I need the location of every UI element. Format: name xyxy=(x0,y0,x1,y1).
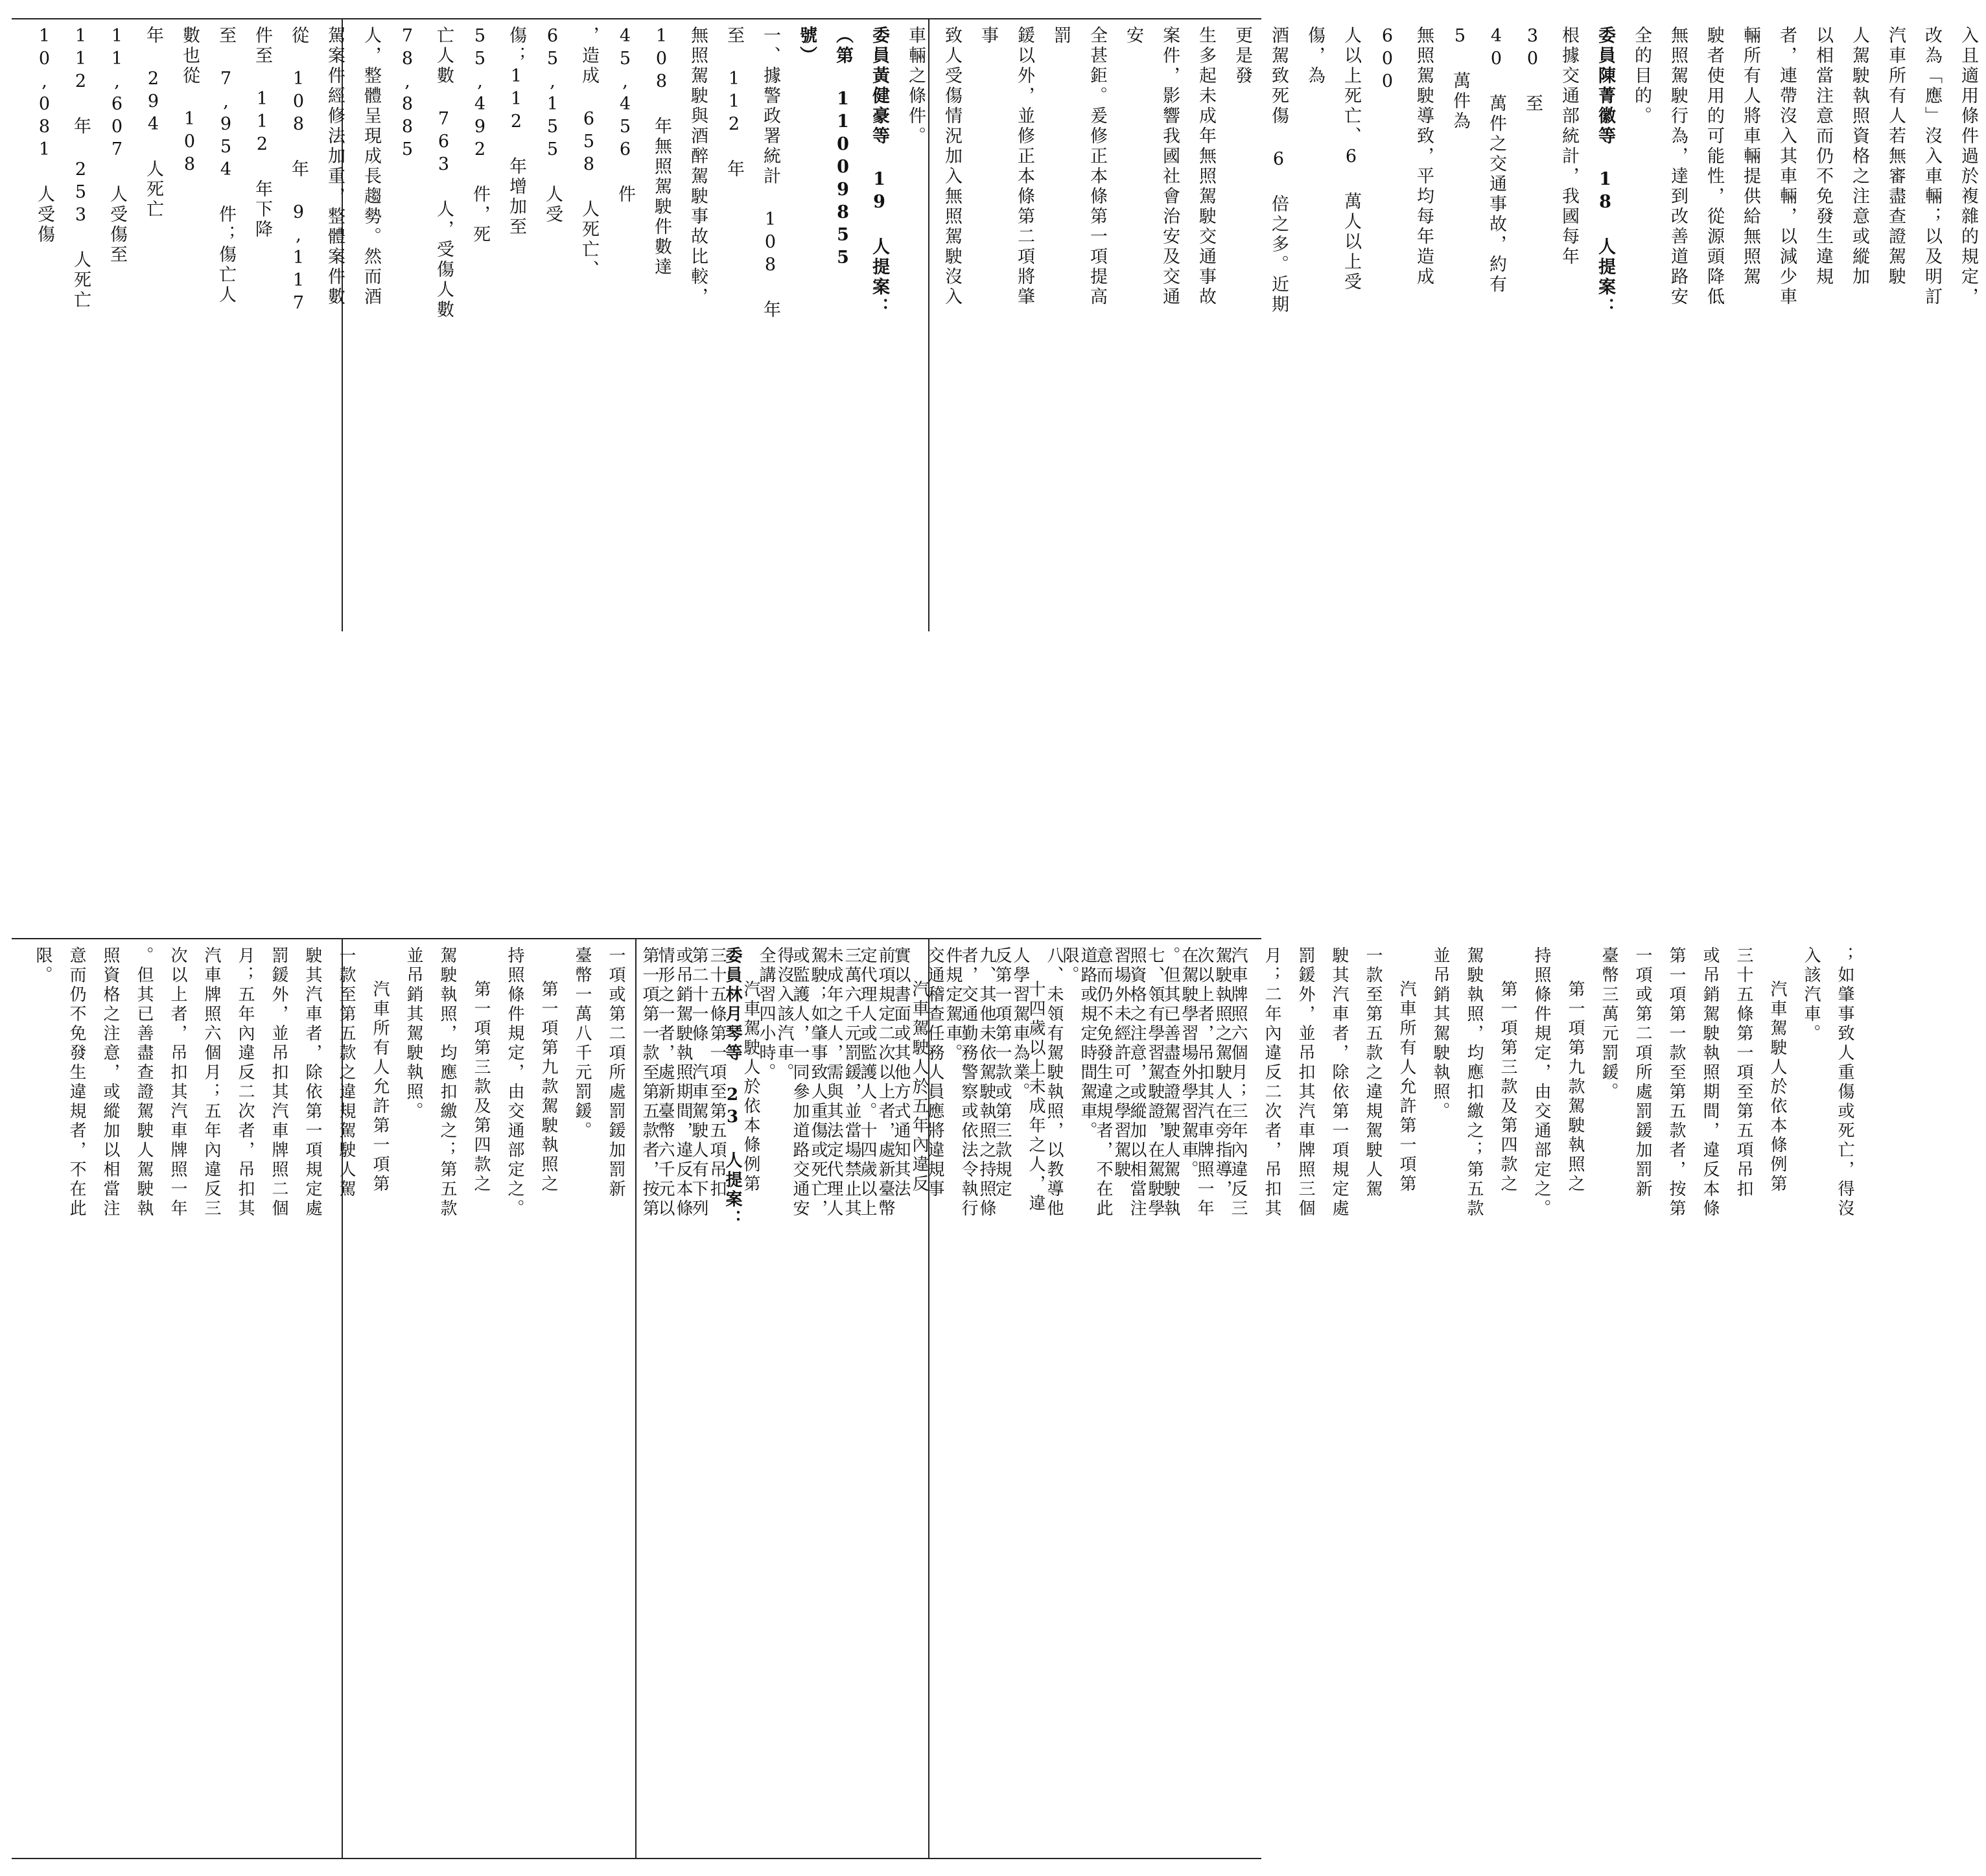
bl-line-11: 第一項第三款及第四款之 xyxy=(1498,980,1517,1194)
proposal-18-line-1: 根據交通部統計，我國每年 30 至 xyxy=(1523,26,1579,267)
br-line-15: 汽車駕駛人於依本條例第 xyxy=(741,980,760,1194)
proposal-23-line-1: 第二十一條 汽車駕駛人有下列 xyxy=(689,946,708,1219)
bottom-right-columns xyxy=(26,946,1239,1851)
br-line-28: 駛其汽車者，除依第一項規定處 xyxy=(303,946,322,1219)
proposal-18-line-9: 鍰以外，並修正本條第二項將肇事 xyxy=(978,26,1034,307)
br-line-34: 照資格之注意，或縱加以相當注 xyxy=(100,946,120,1219)
proposal-19-number: （第 11009855 號） xyxy=(797,26,853,270)
bl-line-16: 駛其汽車者，除依第一項規定處 xyxy=(1329,946,1349,1219)
br-line-11: 前項規定二次以上者，處新臺幣 xyxy=(876,946,895,1219)
proposal-19-line-2: 無照駕駛與酒醉駕駛事故比較， xyxy=(688,26,708,307)
proposal-18-title: 委員陳菁徽等 18 人提案： xyxy=(1595,26,1615,318)
br-line-33: 。但其已善盡查證駕駛人駕駛執 xyxy=(134,946,154,1219)
bottom-rule xyxy=(12,1858,1261,1859)
br-line-4: 習場外未經許可之學習駕駛 xyxy=(1112,946,1131,1180)
br-line-3: 七、領有學習駕駛證，在駕駛學 xyxy=(1145,946,1165,1219)
proposal-18-line-3: 無照駕駛導致，平均每年造成 600 xyxy=(1377,26,1434,287)
br-line-31: 汽車牌照六個月；五年內違反三 xyxy=(202,946,221,1219)
proposal-18-line-2: 40 萬件之交通事故，約有 5 萬件為 xyxy=(1450,26,1506,295)
proposal-19-line-6: 亡人數 763 人，受傷人數 78,885 xyxy=(397,26,454,320)
br-line-13: 駕駛；如肇事致人重傷或死亡， xyxy=(808,946,828,1219)
br-line-2: 在駕駛學習場外學習駕車。 xyxy=(1179,946,1198,1180)
top-col1-line-1: 入且適用條件過於複雜的規定， xyxy=(1958,26,1978,307)
bl-line-20: 次以上者，吊扣其汽車牌照一年 xyxy=(1195,946,1214,1219)
br-line-25: 並吊銷其駕駛執照。 xyxy=(404,946,423,1121)
proposal-19-line-10: 至 7,954 件；傷亡人數也從 108 xyxy=(180,26,236,305)
bl-line-14: 汽車所有人允許第一項第 xyxy=(1397,980,1416,1194)
bl-line-30: 定代理人或監護人。十四歲以上 xyxy=(858,946,877,1219)
br-line-30: 月；五年內違反二次者，吊扣其 xyxy=(235,946,255,1219)
br-line-10: 汽車駕駛人於五年內違反 xyxy=(909,980,929,1194)
bl-line-6: 第一項第一款至第五款者，按第 xyxy=(1666,946,1686,1219)
bl-line-18: 月；二年內違反二次者，吊扣其 xyxy=(1262,946,1281,1219)
br-line-1: 駕駛執照之駕駛人在旁指導， xyxy=(1213,946,1232,1199)
proposal-19-line-9: 從 108 年 9,117 件至 112 年下降 xyxy=(252,26,309,316)
bl-line-28: 交通稽查任務人員應將違規事 xyxy=(925,946,944,1199)
br-line-20: 臺幣一萬八千元罰鍰。 xyxy=(572,946,592,1141)
bl-line-2: 入該汽車。 xyxy=(1801,946,1821,1044)
br-line-6: 八、未領有駕駛執照，以教導他 xyxy=(1044,946,1064,1219)
bl-line-27: 者，交通勤務警察或依法令執行 xyxy=(959,946,978,1219)
br-line-27: 一款至第五款之違規駕駛人駕 xyxy=(336,946,356,1199)
br-line-16: 三十五條第一項至第五項吊扣 xyxy=(707,946,727,1199)
proposal-19-line-4: ，造成 658 人死亡、65,155 人受 xyxy=(543,26,599,280)
br-line-5: 道路或規定時間駕車。 xyxy=(1078,946,1097,1141)
top-col1-line-9: 無照駕駛行為，達到改善道路安 xyxy=(1668,26,1688,307)
top-section-text xyxy=(26,26,1978,324)
bl-line-15: 一款至第五款之違規駕駛人駕 xyxy=(1363,946,1383,1199)
top-col1-line-7: 輛所有人將車輛提供給無照駕 xyxy=(1740,26,1760,287)
proposal-18-line-5: 酒駕致死傷 6 倍之多。近期更是發 xyxy=(1232,26,1289,315)
br-line-29: 罰鍰外，並吊扣其汽車牌照二個 xyxy=(269,946,288,1219)
bl-line-5: 或吊銷駕駛執照期間，違反本條 xyxy=(1700,946,1720,1219)
br-line-21: 第一項第九款駕駛執照之 xyxy=(539,980,558,1194)
top-col1-line-6: 者，連帶沒入其車輛，以減少車 xyxy=(1777,26,1797,307)
proposal-18-line-7: 案件，影響我國社會治安及交通安 xyxy=(1123,26,1180,307)
proposal-19-line-8: 駕案件經修法加重，整體案件數 xyxy=(325,26,345,307)
bl-line-23: 意而仍不免發生違規者，不在此 xyxy=(1093,946,1113,1219)
proposal-23-line-2: 情形之一者，處新臺幣六千元以 xyxy=(655,946,675,1219)
bl-line-9: 第一項第九款駕駛執照之 xyxy=(1565,980,1585,1194)
br-line-18: 第一項第一款至第五款者，按第 xyxy=(640,946,659,1219)
upper-middle-rule xyxy=(12,938,1261,939)
top-col1-line-2: 改為「應」沒入車輛；以及明訂 xyxy=(1922,26,1942,307)
br-line-8: 九、其他未依駕駛執照之持照條 xyxy=(977,946,996,1219)
br-line-19: 一項或第二項所處罰鍰加罰新 xyxy=(606,946,625,1199)
bl-line-10: 持照條件規定，由交通部定之。 xyxy=(1532,946,1551,1219)
bl-line-29: 實以書面或其他方式通知其法 xyxy=(891,946,911,1199)
top-section-columns xyxy=(26,26,1986,324)
br-line-36: 限。 xyxy=(33,946,53,985)
br-line-12: 三萬六千元罰鍰，並當場禁止其 xyxy=(842,946,861,1219)
proposal-19-line-7: 人，整體呈現成長趨勢。然而酒 xyxy=(361,26,381,307)
br-line-35: 意而仍不免發生違規者，不在此 xyxy=(67,946,86,1219)
top-col1-line-8: 駛者使用的可能性，從源頭降低 xyxy=(1704,26,1724,307)
bl-line-32: 或監護人，一同參加道路交通安 xyxy=(790,946,810,1219)
bl-line-22: 照資格之注意，或縱加以相當注 xyxy=(1127,946,1147,1219)
proposal-19-line-3: 108 年無照駕駛件數達 45,456 件 xyxy=(615,26,672,277)
bl-line-12: 駕駛執照，均應扣繳之；第五款 xyxy=(1464,946,1484,1219)
top-col1-line-3: 汽車所有人若無審盡查證駕駛 xyxy=(1886,26,1906,287)
br-line-9: 件規定駕車。 xyxy=(943,946,963,1063)
bl-line-24: 限。 xyxy=(1060,946,1079,985)
proposal-19-line-11: 年 294 人死亡 11,607 人受傷至 xyxy=(107,26,163,265)
br-line-24: 駕駛執照，均應扣繳之；第五款 xyxy=(438,946,457,1219)
proposal-23-title: 委員林月琴等 23 人提案： xyxy=(723,946,742,1229)
bl-line-31: 未成年之人，需與其法定代理人 xyxy=(824,946,843,1219)
top-col1-line-4: 人駕駛執照資格之注意或縱加 xyxy=(1849,26,1869,287)
proposal-19-line-12: 112 年 253 人死亡 10,081 人受傷 xyxy=(34,26,91,311)
proposal-19-line-1: 一、據警政署統計 108 年至 112 年 xyxy=(724,26,780,320)
top-col1-line-5: 以相當注意而仍不免發生違規 xyxy=(1813,26,1833,287)
br-line-32: 次以上者，吊扣其汽車牌照一年 xyxy=(168,946,187,1219)
proposal-18-line-8: 全甚鉅。爰修正本條第一項提高罰 xyxy=(1051,26,1107,307)
bl-line-19: 汽車牌照六個月；三年內違反三 xyxy=(1228,946,1248,1219)
bl-line-4: 三十五條第一項至第五項吊扣 xyxy=(1734,946,1753,1199)
br-line-23: 第一項第三款及第四款之 xyxy=(471,980,491,1194)
bl-line-3: 汽車駕駛人於依本條例第 xyxy=(1768,980,1787,1194)
bl-line-25: 十四歲以上未成年之人，違 xyxy=(1026,980,1046,1214)
proposal-19-line-5: 傷；112 年增加至 55,492 件，死 xyxy=(470,26,526,245)
top-rule xyxy=(12,18,1261,19)
proposal-18-line-4: 人以上死亡、6 萬人以上受傷，為 xyxy=(1305,26,1361,292)
proposal-18-line-11: 車輛之條件。 xyxy=(905,26,926,147)
proposal-19-title: 委員黃健豪等 19 人提案： xyxy=(869,26,889,318)
bl-line-33: 全講習四小時。 xyxy=(756,946,776,1083)
br-line-7: 人學習駕車為業。 xyxy=(1011,946,1030,1102)
bl-line-21: 。但其已善盡查證駕駛人駕駛執 xyxy=(1161,946,1180,1219)
proposal-18-line-10: 致人受傷情況加入無照駕駛沒入 xyxy=(942,26,962,307)
proposal-18-line-6: 生多起未成年無照駕駛交通事故 xyxy=(1196,26,1216,307)
bl-line-1: ；如肇事致人重傷或死亡，得沒 xyxy=(1835,946,1854,1219)
bl-line-13: 並吊銷其駕駛執照。 xyxy=(1431,946,1450,1121)
bl-line-7: 一項或第二項所處罰鍰加罰新 xyxy=(1633,946,1652,1199)
top-col1-line-10: 全的目的。 xyxy=(1631,26,1652,126)
bl-line-8: 臺幣三萬元罰鍰。 xyxy=(1599,946,1618,1102)
bl-line-26: 反第一項第一款或第三款規定 xyxy=(992,946,1012,1199)
br-line-26: 汽車所有人允許第一項第 xyxy=(370,980,390,1194)
bl-line-17: 罰鍰外，並吊扣其汽車牌照三個 xyxy=(1296,946,1315,1219)
br-line-17: 或吊銷駕駛執照期間，違反本條 xyxy=(673,946,693,1219)
br-line-14: 得沒入該汽車。 xyxy=(775,946,794,1083)
br-line-22: 持照條件規定，由交通部定之。 xyxy=(505,946,524,1219)
